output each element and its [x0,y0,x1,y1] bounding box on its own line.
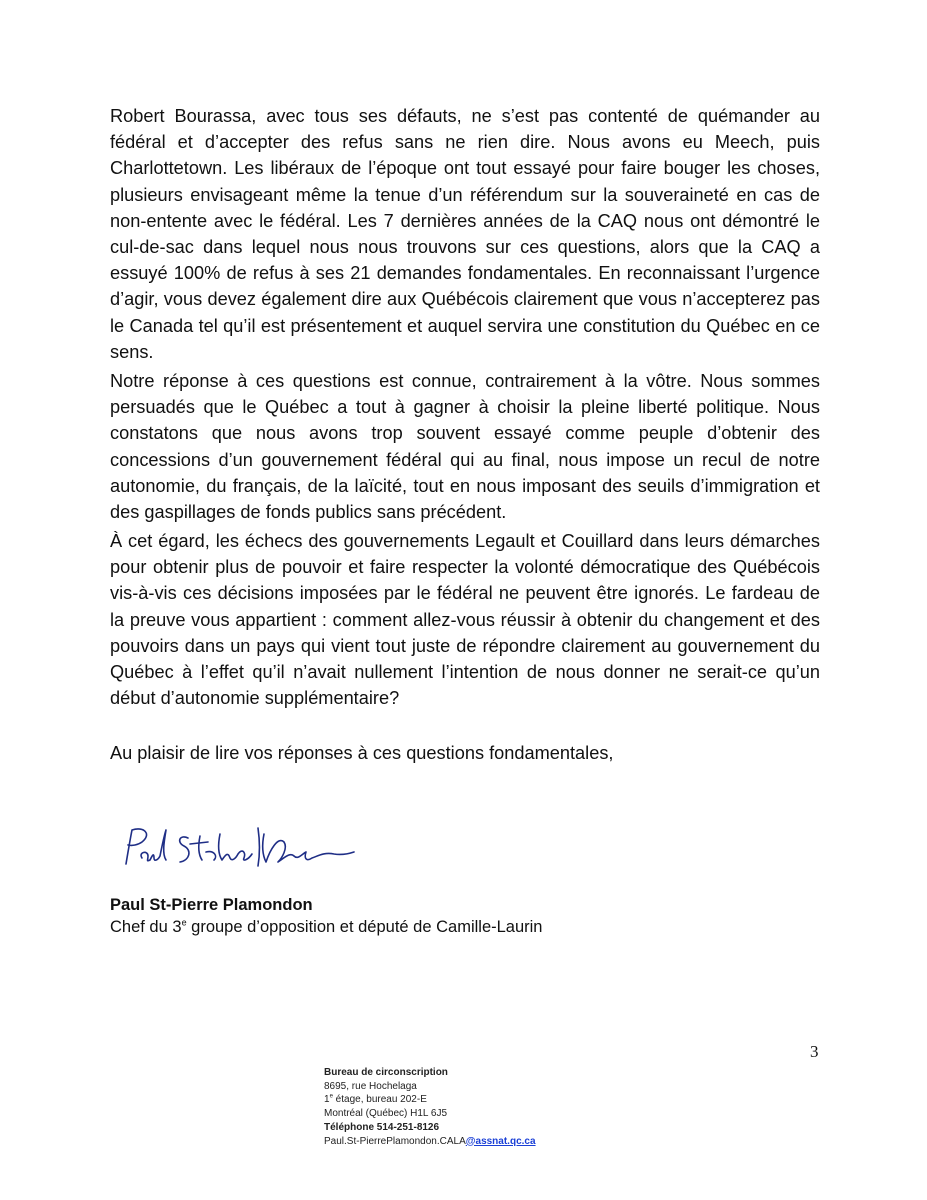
footer-address-3: Montréal (Québec) H1L 6J5 [324,1108,448,1120]
footer-office: Bureau de circonscription [324,1067,448,1078]
email-link[interactable]: @assnat.qc.ca [465,1135,536,1147]
signer-name: Paul St-Pierre Plamondon [110,896,313,914]
footer-address-2: 1e étage, bureau 202-E [324,1094,427,1106]
body-paragraph-2: Notre réponse à ces questions est connue, contrairement à la vôtre. Nous sommes persuadés que le Québec a tout à gagner à choisir la pleine liberté politique. Nous constatons que nous avons trop souvent essayé comme peuple d’obtenir des concessions d’un gouvernement fédéral qui au final, nous impose un recul de notre autonomie, du français, de la laïcité, tout en nous imposant des seuils d’immigration et des gaspillages de fonds publics sans précédent. [110,371,820,523]
closing-line: Au plaisir de lire vos réponses à ces questions fondamentales, [110,743,614,763]
handwritten-signature [118,822,358,884]
page-number: 3 [810,1042,819,1061]
footer-phone: Téléphone 514-251-8126 [324,1121,440,1133]
body-paragraph-1: Robert Bourassa, avec tous ses défauts, ne s’est pas contenté de quémander au fédéral et d’accepter des refus sans ne rien dire. Nous avons eu Meech, puis Charlottetown. Les libéraux de l’époque ont tout essayé pour faire bouger les choses, plusieurs envisageant même la tenue d’un référendum sur la souveraineté en cas de non-entente avec le fédéral. Les 7 dernières années de la CAQ nous ont démontré le cul-de-sac dans lequel nous nous trouvons sur ces questions, alors que la CAQ a essuyé 100% de refus à ses 21 demandes fondamentales. En reconnaissant l’urgence d’agir, vous devez également dire aux Québécois clairement que vous n’accepterez pas le Canada tel qu’il est présentement et auquel servira une constitution du Québec en ce sens. [110,106,820,362]
footer-address-1: 8695, rue Hochelaga [324,1080,417,1092]
footer-email: Paul.St-PierrePlamondon.CALA@assnat.qc.ca [324,1135,536,1147]
body-paragraph-3: À cet égard, les échecs des gouvernements Legault et Couillard dans leurs démarches pour obtenir plus de pouvoir et faire respecter la volonté démocratique des Québécois vis-à-vis ces décisions imposées par le fédéral ne peuvent être ignorés. Le fardeau de la preuve vous appartient : comment allez-vous réussir à obtenir du changement et des pouvoirs dans un pays qui vient tout juste de répondre clairement au gouvernement du Québec à l’effet qu’il n’avait nullement l’intention de nous donner ne serait-ce qu’un début d’autonomie supplémentaire? [110,531,820,709]
footer-contact [324,1066,536,1148]
signer-role: Chef du 3e groupe d’opposition et député de Camille-Laurin [110,917,543,936]
